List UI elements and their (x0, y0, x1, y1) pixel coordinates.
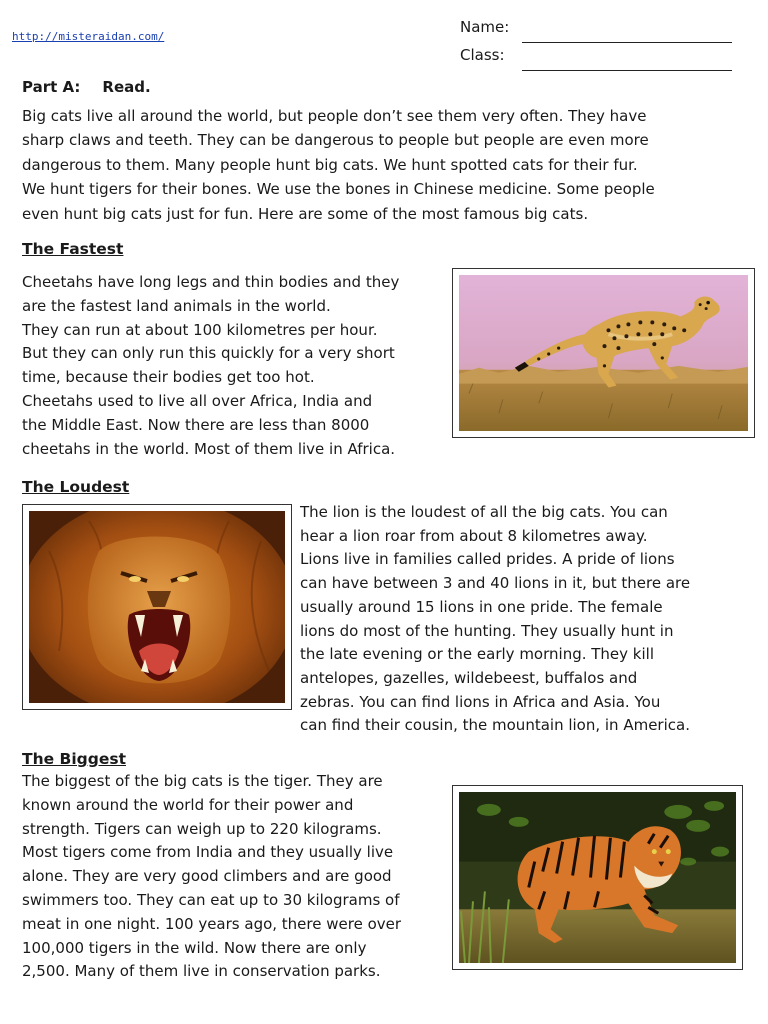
text-line: dangerous to them. Many people hunt big cats. We hunt spotted cats for their fur. (22, 155, 638, 174)
text-line: antelopes, gazelles, wildebeest, buffalos and (300, 668, 638, 687)
text-line: zebras. You can find lions in Africa and Asia. You (300, 692, 661, 711)
intro-paragraph (22, 104, 750, 226)
text-line: 100,000 tigers in the wild. Now there are only (22, 938, 367, 957)
text-line: the late evening or the early morning. They kill (300, 645, 654, 664)
text-line: lions do most of the hunting. They usually hunt in (300, 621, 674, 640)
lion-image (29, 511, 285, 703)
text-line: the Middle East. Now there are less than 8000 (22, 415, 370, 434)
text-line: We hunt tigers for their bones. We use the bones in Chinese medicine. Some people (22, 180, 655, 199)
text-line: can find their cousin, the mountain lion, in America. (300, 716, 690, 735)
text-line: even hunt big cats just for fun. Here are some of the most famous big cats. (22, 204, 589, 223)
fastest-paragraph (22, 271, 452, 461)
loudest-heading: The Loudest (22, 478, 130, 496)
text-line: known around the world for their power and (22, 795, 354, 814)
text-line: hear a lion roar from about 8 kilometres away. (300, 526, 648, 545)
text-line: swimmers too. They can eat up to 30 kilograms of (22, 890, 400, 909)
part-a-instruction: Read. (102, 78, 151, 96)
tiger-image (459, 792, 736, 963)
loudest-paragraph (300, 501, 750, 738)
text-line: Most tigers come from India and they usually live (22, 843, 394, 862)
text-line: meat in one night. 100 years ago, there were over (22, 914, 402, 933)
text-line: can have between 3 and 40 lions in it, but there are (300, 574, 691, 593)
text-line: The lion is the loudest of all the big cats. You can (300, 503, 668, 521)
fastest-heading: The Fastest (22, 240, 124, 258)
cheetah-photo (452, 268, 755, 438)
website-link[interactable]: http://misteraidan.com/ (12, 30, 165, 43)
cheetah-image (459, 275, 748, 431)
text-line: Cheetahs have long legs and thin bodies and they (22, 273, 400, 291)
text-line: time, because their bodies get too hot. (22, 368, 315, 387)
text-line: Big cats live all around the world, but people don’t see them very often. They have (22, 107, 647, 125)
text-line: sharp claws and teeth. They can be dangerous to people but people are even more (22, 131, 649, 150)
text-line: The biggest of the big cats is the tiger. They are (22, 772, 383, 790)
text-line: usually around 15 lions in one pride. The female (300, 597, 663, 616)
biggest-heading: The Biggest (22, 750, 126, 768)
tiger-photo (452, 785, 743, 970)
biggest-paragraph (22, 770, 452, 984)
class-field[interactable] (522, 70, 732, 71)
text-line: alone. They are very good climbers and are good (22, 867, 392, 886)
text-line: But they can only run this quickly for a very short (22, 344, 395, 363)
lion-photo (22, 504, 292, 710)
part-a-label: Part A: (22, 78, 81, 96)
text-line: Lions live in families called prides. A pride of lions (300, 550, 675, 569)
text-line: are the fastest land animals in the world. (22, 296, 331, 315)
class-label: Class: (460, 46, 505, 64)
text-line: strength. Tigers can weigh up to 220 kilograms. (22, 819, 382, 838)
text-line: cheetahs in the world. Most of them live in Africa. (22, 439, 396, 458)
text-line: They can run at about 100 kilometres per hour. (22, 320, 378, 339)
name-label: Name: (460, 18, 510, 36)
part-a-heading (22, 78, 173, 96)
text-line: 2,500. Many of them live in conservation parks. (22, 962, 381, 981)
name-field[interactable] (522, 42, 732, 43)
text-line: Cheetahs used to live all over Africa, India and (22, 391, 373, 410)
